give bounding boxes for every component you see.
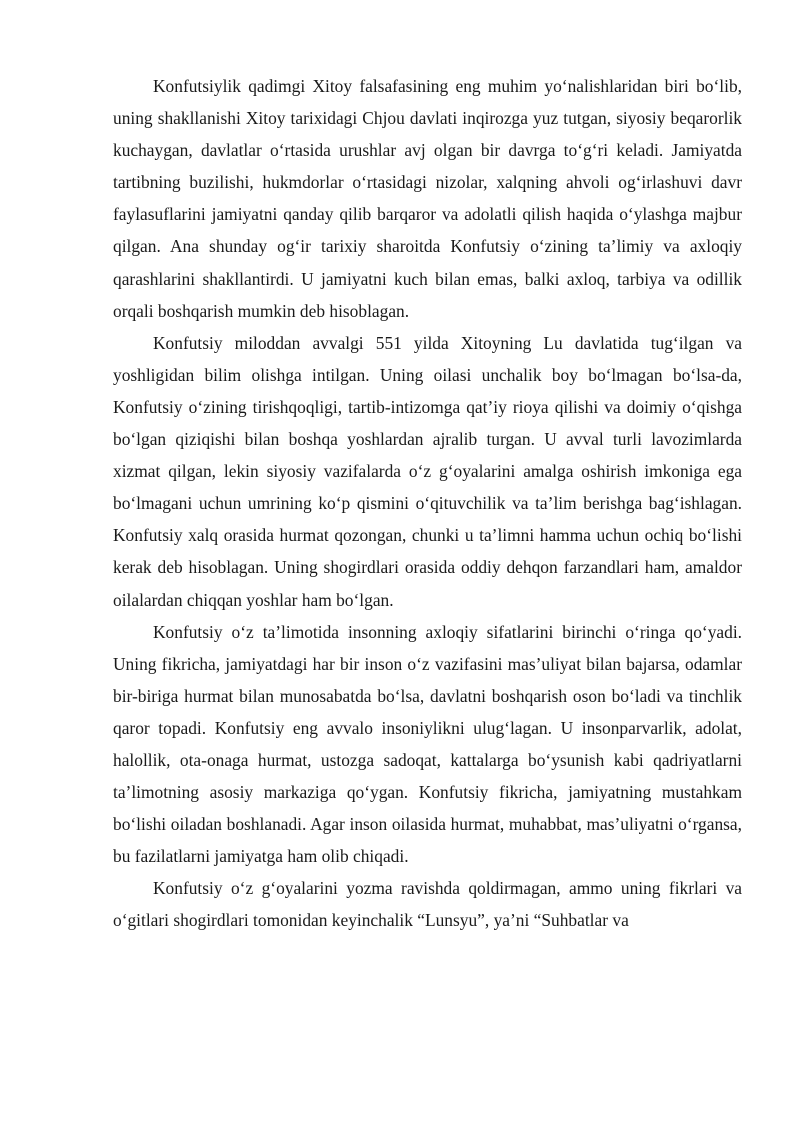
- document-page: [113, 70, 742, 937]
- paragraph-lunyu-records: Konfutsiy o‘z g‘oyalarini yozma ravishda qoldirmagan, ammo uning fikrlari va o‘gitlari shogirdlari tomonidan keyinchalik “Lunsyu”, ya’ni “Suhbatlar va: [113, 878, 742, 931]
- paragraph-confucius-biography: Konfutsiy miloddan avvalgi 551 yilda Xitoyning Lu davlatida tug‘ilgan va yoshligidan bilim olishga intilgan. Uning oilasi unchalik boy bo‘lmagan bo‘lsa-da, Konfutsiy o‘zining tirishqoqligi, tartib-intizomga qat’iy rioya qilishi va doimiy o‘qishga bo‘lgan qiziqishi bilan boshqa yoshlardan ajralib turgan. U avval turli lavozimlarda xizmat qilgan, lekin siyosiy vazifalarda o‘z g‘oyalarini amalga oshirish imkoniga ega bo‘lmagani uchun umrining ko‘p qismini o‘qituvchilik va ta’lim berishga bag‘ishlagan. Konfutsiy xalq orasida hurmat qozongan, chunki u ta’limni hamma uchun ochiq bo‘lishi kerak deb hisoblagan. Uning shogirdlari orasida oddiy dehqon farzandlari ham, amaldor oilalardan chiqqan yoshlar ham bo‘lgan.: [113, 332, 742, 610]
- paragraph-moral-teachings: Konfutsiy o‘z ta’limotida insonning axloqiy sifatlarini birinchi o‘ringa qo‘yadi. Uning fikricha, jamiyatdagi har bir inson o‘z vazifasini mas’uliyat bilan bajarsa, odamlar bir-biriga hurmat bilan munosabatda bo‘lsa, davlatni boshqarish oson bo‘ladi va tinchlik qaror topadi. Konfutsiy eng avvalo insoniylikni ulug‘lagan. U insonparvarlik, adolat, halollik, ota-onaga hurmat, ustozga sadoqat, kattalarga bo‘ysunish kabi qadriyatlarni ta’limotning asosiy markaziga qo‘ygan. Konfutsiy fikricha, jamiyatning mustahkam bo‘lishi oiladan boshlanadi. Agar inson oilasida hurmat, muhabbat, mas’uliyatni o‘rgansa, bu fazilatlarni jamiyatga ham olib chiqadi.: [113, 621, 742, 867]
- paragraph-confucianism-origins: Konfutsiylik qadimgi Xitoy falsafasining eng muhim yo‘nalishlaridan biri bo‘lib, uning shakllanishi Xitoy tarixidagi Chjou davlati inqirozga yuz tutgan, siyosiy beqarorlik kuchaygan, davlatlar o‘rtasida urushlar avj olgan bir davrga to‘g‘ri keladi. Jamiyatda tartibning buzilishi, hukmdorlar o‘rtasidagi nizolar, xalqning ahvoli og‘irlashuvi davr faylasuflarini jamiyatni qanday qilib barqaror va adolatli qilish haqida o‘ylashga majbur qilgan. Ana shunday og‘ir tarixiy sharoitda Konfutsiy o‘zining ta’limiy va axloqiy qarashlarini shakllantirdi. U jamiyatni kuch bilan emas, balki axloq, tarbiya va odillik orqali boshqarish mumkin deb hisoblagan.: [113, 76, 742, 321]
